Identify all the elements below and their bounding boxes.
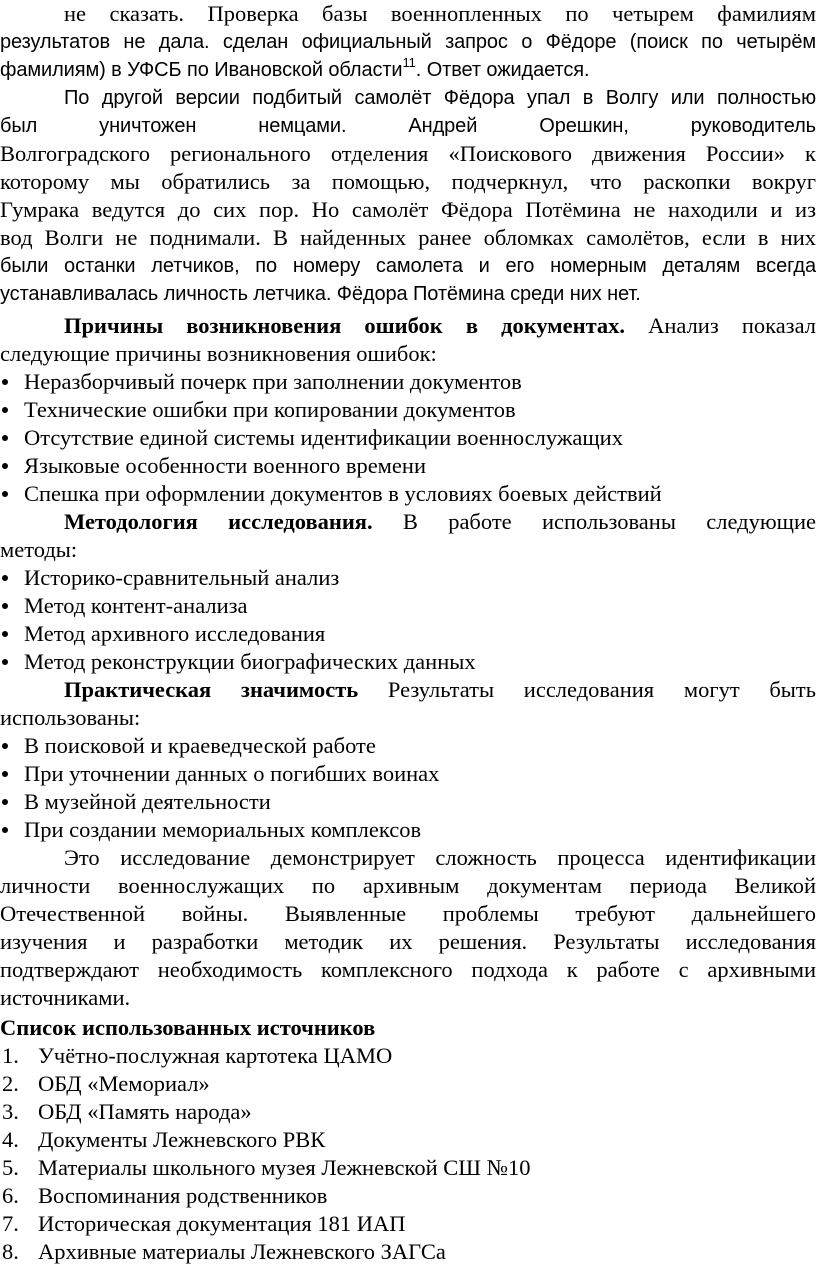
bullet-icon [2, 575, 8, 581]
source-text: ОБД «Мемориал» [38, 1071, 210, 1096]
bullet-icon [2, 603, 8, 609]
source-text: Историческая документация 181 ИАП [38, 1211, 406, 1236]
conclusion-line: источниками. [0, 985, 131, 1010]
bullet-icon [2, 631, 8, 637]
methodology-intro-rest: В работе использованы следующие [372, 509, 816, 534]
usage-list-item-text: В музейной деятельности [24, 789, 271, 814]
significance-intro-line-2: использованы: [0, 705, 141, 730]
errors-list-item-text: Отсутствие единой системы идентификации военнослужащих [24, 425, 623, 450]
errors-intro-line-1 [64, 312, 816, 340]
intro-line-1: не сказать. Проверка базы военнопленных по четырем фамилиям [64, 1, 816, 26]
usage-list-item-text: При создании мемориальных комплексов [24, 817, 422, 842]
sources-heading: Список использованных источников [0, 1015, 376, 1040]
bullet-icon [2, 799, 8, 805]
bullet-icon [2, 743, 8, 749]
errors-heading: Причины возникновения ошибок в документах. [64, 313, 626, 338]
conclusion-line: Это исследование демонстрирует сложность процесса идентификации [64, 845, 816, 870]
conclusion-line: личности военнослужащих по архивным документам периода Великой [0, 873, 816, 898]
errors-list-item-text: Технические ошибки при копировании документов [24, 397, 516, 422]
bullet-icon [2, 407, 8, 413]
methodology-intro-line-1 [64, 508, 816, 536]
source-text: Архивные материалы Лежневского ЗАГСа [38, 1239, 446, 1264]
version-line: был уничтожен немцами. Андрей Орешкин, руководитель [0, 115, 816, 137]
bullet-icon [2, 827, 8, 833]
errors-intro-line-2: следующие причины возникновения ошибок: [0, 341, 437, 366]
source-number: 4. [2, 1127, 19, 1152]
source-number: 2. [2, 1071, 19, 1096]
bullet-icon [2, 771, 8, 777]
source-text: Воспоминания родственников [38, 1183, 328, 1208]
bullet-icon [2, 379, 8, 385]
version-line: Волгоградского регионального отделения «Поискового движения России» к [0, 141, 816, 166]
source-number: 7. [2, 1211, 19, 1236]
version-line: Гумрака ведутся до сих пор. Но самолёт Фёдора Потёмина не находили и из [0, 197, 816, 222]
source-number: 3. [2, 1099, 19, 1124]
intro-line-2: результатов не дала. сделан официальный запрос о Фёдоре (поиск по четырём [0, 31, 816, 53]
errors-list-item-text: Языковые особенности военного времени [24, 453, 426, 478]
version-line: устанавливалась личность летчика. Фёдора Потёмина среди них нет. [0, 283, 641, 305]
intro-line-3-end: . Ответ ожидается. [415, 59, 590, 81]
errors-list-item-text: Спешка при оформлении документов в условиях боевых действий [24, 481, 662, 506]
usage-list-item-text: При уточнении данных о погибших воинах [24, 761, 440, 786]
methods-list-item-text: Историко-сравнительный анализ [24, 565, 340, 590]
intro-line-3-text: фамилиям) в УФСБ по Ивановской области [0, 59, 403, 81]
version-line: были останки летчиков, по номеру самолета и его номерным деталям всегда [0, 255, 816, 277]
source-number: 6. [2, 1183, 19, 1208]
methodology-intro-line-2: методы: [0, 537, 78, 562]
source-text: Материалы школьного музея Лежневской СШ №10 [38, 1155, 531, 1180]
source-number: 5. [2, 1155, 19, 1180]
source-number: 8. [2, 1239, 19, 1264]
conclusion-line: Отечественной войны. Выявленные проблемы требуют дальнейшего [0, 901, 816, 926]
bullet-icon [2, 491, 8, 497]
errors-list-item-text: Неразборчивый почерк при заполнении документов [24, 369, 522, 394]
methodology-heading: Методология исследования. [64, 509, 373, 534]
usage-list-item-text: В поисковой и краеведческой работе [24, 733, 376, 758]
bullet-icon [2, 659, 8, 665]
conclusion-line: подтверждают необходимость комплексного подхода к работе с архивными [0, 957, 816, 982]
source-number: 1. [2, 1043, 19, 1068]
intro-line-3 [0, 56, 816, 84]
source-text: Учётно-послужная картотека ЦАМО [38, 1043, 393, 1068]
bullet-icon [2, 463, 8, 469]
methods-list-item-text: Метод контент-анализа [24, 593, 248, 618]
source-text: ОБД «Память народа» [38, 1099, 252, 1124]
footnote-mark: 11 [402, 55, 416, 70]
version-line: По другой версии подбитый самолёт Фёдора упал в Волгу или полностью [64, 87, 816, 109]
bullet-icon [2, 435, 8, 441]
methods-list-item-text: Метод архивного исследования [24, 621, 326, 646]
source-text: Документы Лежневского РВК [38, 1127, 326, 1152]
errors-intro-rest: Анализ показал [625, 313, 816, 338]
significance-intro-rest: Результаты исследования могут быть [358, 677, 816, 702]
version-line: вод Волги не поднимали. В найденных ранее обломках самолётов, если в них [0, 225, 816, 250]
methods-list-item-text: Метод реконструкции биографических данных [24, 649, 476, 674]
version-line: которому мы обратились за помощью, подчеркнул, что раскопки вокруг [0, 169, 816, 194]
conclusion-line: изучения и разработки методик их решения. Результаты исследования [0, 929, 816, 954]
significance-heading: Практическая значимость [64, 677, 359, 702]
significance-intro-line-1 [64, 676, 816, 704]
